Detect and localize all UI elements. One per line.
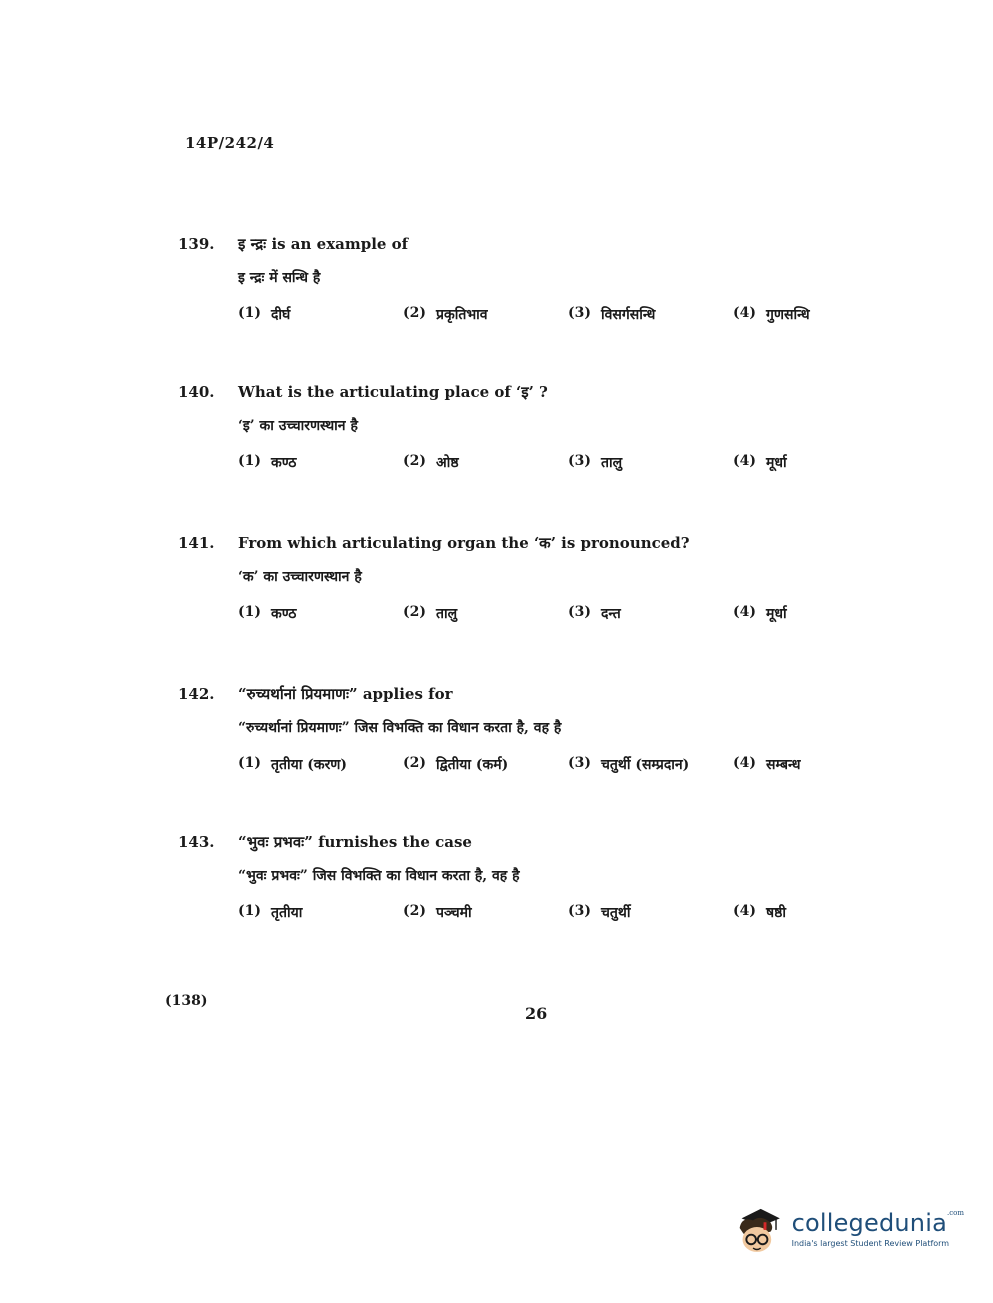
question-english: What is the articulating place of ‘इ’ ? [238,383,548,401]
paper-code: 14P/242/4 [185,134,275,152]
option-text: तालु [436,606,458,622]
option-text: तृतीया [271,905,303,921]
option-1 [238,755,403,774]
question-140 [178,382,838,472]
option-number: (2) [403,453,426,469]
option-3 [568,903,733,922]
question-number: 143. [178,833,215,851]
options [238,305,838,324]
options [238,604,838,623]
option-2 [403,305,568,324]
option-1 [238,903,403,922]
question-number: 141. [178,534,215,552]
question-hindi: ‘क’ का उच्चारणस्थान है [238,569,362,585]
option-text: सम्बन्ध [766,757,801,773]
option-text: पञ्चमी [436,905,472,921]
question-english: From which articulating organ the ‘क’ is pronounced? [238,534,690,552]
question-number: 139. [178,235,215,253]
option-number: (1) [238,453,261,469]
option-text: प्रकृतिभाव [436,307,488,323]
option-number: (4) [733,604,756,620]
option-text: षष्ठी [766,905,786,921]
page-number: 26 [525,1004,548,1023]
option-text: कण्ठ [271,606,297,622]
option-3 [568,453,733,472]
option-4 [733,453,787,472]
question-number: 140. [178,383,215,401]
question-142 [178,684,838,774]
option-text: चतुर्थी [601,905,631,921]
question-hindi: इ न्द्रः में सन्धि है [238,270,321,286]
option-number: (3) [568,453,591,469]
option-text: गुणसन्धि [766,307,810,323]
option-number: (2) [403,755,426,771]
option-1 [238,453,403,472]
footer-code: (138) [165,993,208,1009]
option-4 [733,755,801,774]
question-139 [178,234,838,324]
option-2 [403,453,568,472]
option-4 [733,305,810,324]
option-1 [238,604,403,623]
question-hindi: “रुच्यर्थानां प्रियमाणः” जिस विभक्ति का विधान करता है, वह है [238,720,562,736]
question-hindi: ‘इ’ का उच्चारणस्थान है [238,418,358,434]
option-3 [568,755,733,774]
question-english: “भुवः प्रभवः” furnishes the case [238,833,472,851]
option-number: (3) [568,755,591,771]
option-2 [403,604,568,623]
collegedunia-logo [732,1196,964,1260]
question-number: 142. [178,685,215,703]
option-text: द्वितीया (कर्म) [436,757,509,773]
student-mascot-icon [732,1198,786,1258]
option-number: (3) [568,305,591,321]
question-143 [178,832,838,922]
option-number: (1) [238,755,261,771]
logo-text [792,1209,964,1248]
question-hindi: “भुवः प्रभवः” जिस विभक्ति का विधान करता है, वह है [238,868,520,884]
option-number: (2) [403,604,426,620]
option-text: विसर्गसन्धि [601,307,656,323]
brand-name: collegedunia [791,1208,947,1237]
option-text: तृतीया (करण) [271,757,348,773]
option-4 [733,903,786,922]
option-number: (3) [568,604,591,620]
option-1 [238,305,403,324]
option-number: (2) [403,903,426,919]
brand-suffix: .com [947,1208,964,1217]
option-text: कण्ठ [271,455,297,471]
option-4 [733,604,787,623]
option-text: मूर्धा [766,455,787,471]
option-text: ओष्ठ [436,455,459,471]
option-number: (2) [403,305,426,321]
option-number: (4) [733,903,756,919]
options [238,755,838,774]
brand-tagline: India's largest Student Review Platform [791,1238,950,1248]
question-141 [178,533,838,623]
question-english: “रुच्यर्थानां प्रियमाणः” applies for [238,685,453,703]
option-number: (1) [238,305,261,321]
question-english: इ न्द्रः is an example of [238,235,409,253]
option-number: (4) [733,305,756,321]
option-number: (3) [568,903,591,919]
option-2 [403,903,568,922]
option-2 [403,755,568,774]
option-text: दीर्घ [271,307,291,323]
option-number: (1) [238,903,261,919]
option-number: (1) [238,604,261,620]
option-text: तालु [601,455,623,471]
option-text: चतुर्थी (सम्प्रदान) [601,757,690,773]
option-text: दन्त [601,606,621,622]
options [238,903,838,922]
option-text: मूर्धा [766,606,787,622]
option-number: (4) [733,755,756,771]
option-3 [568,604,733,623]
option-3 [568,305,733,324]
options [238,453,838,472]
option-number: (4) [733,453,756,469]
